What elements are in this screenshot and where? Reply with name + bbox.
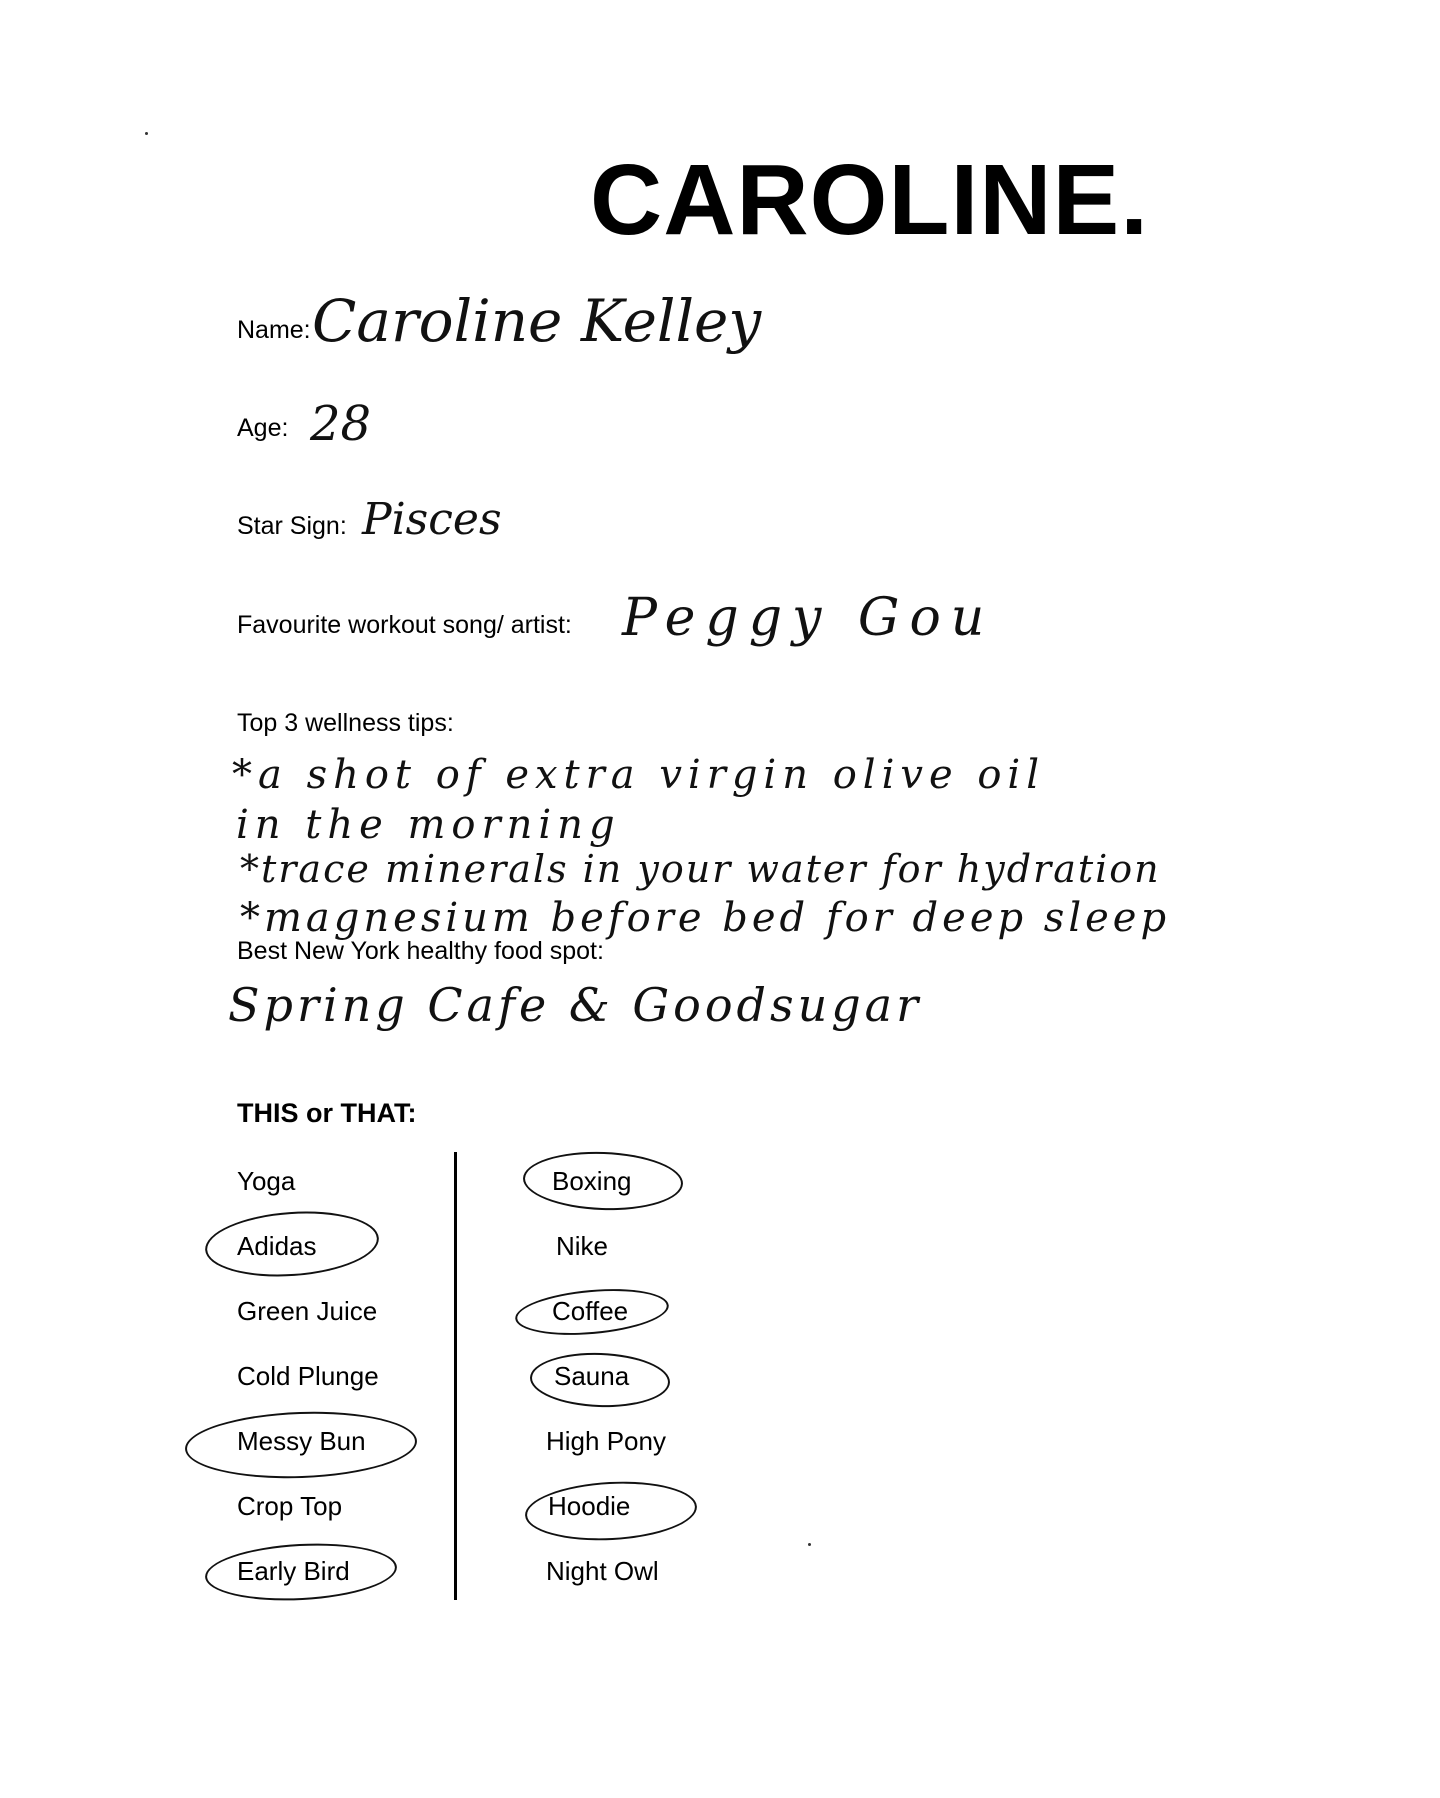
scan-speck [145, 132, 148, 135]
option-adidas[interactable]: Adidas [237, 1231, 317, 1261]
wellness-tips-label: Top 3 wellness tips: [237, 709, 454, 737]
selection-circle-adidas [203, 1206, 381, 1282]
star-sign-value: Pisces [362, 494, 502, 545]
wellness-tip-1: *a shot of extra virgin olive oil [232, 752, 1046, 798]
wellness-tip-1-continued: in the morning [236, 802, 621, 848]
option-yoga[interactable]: Yoga [237, 1166, 296, 1196]
food-spot-label: Best New York healthy food spot: [237, 937, 604, 965]
option-high-pony[interactable]: High Pony [546, 1426, 666, 1456]
star-sign-label: Star Sign: [237, 512, 347, 540]
option-early-bird[interactable]: Early Bird [237, 1556, 350, 1586]
name-value: Caroline Kelley [312, 287, 762, 355]
wellness-tip-2: *trace minerals in your water for hydration [240, 847, 1161, 891]
column-divider [454, 1152, 457, 1600]
workout-song-value: Peggy Gou [622, 588, 995, 648]
workout-song-label: Favourite workout song/ artist: [237, 611, 572, 639]
brand-title: CAROLINE. [590, 144, 1149, 256]
option-green-juice[interactable]: Green Juice [237, 1296, 378, 1326]
wellness-tip-3: *magnesium before bed for deep sleep [240, 895, 1171, 941]
selection-circle-coffee [513, 1283, 670, 1340]
name-label: Name: [237, 316, 311, 344]
age-value: 28 [310, 396, 372, 452]
option-hoodie[interactable]: Hoodie [548, 1491, 631, 1521]
selection-circle-messy-bun [184, 1408, 418, 1482]
selection-circle-early-bird [204, 1539, 399, 1605]
option-nike[interactable]: Nike [556, 1231, 609, 1261]
option-crop-top[interactable]: Crop Top [237, 1491, 343, 1521]
option-boxing[interactable]: Boxing [552, 1166, 632, 1196]
selection-circle-sauna [529, 1351, 671, 1410]
option-night-owl[interactable]: Night Owl [546, 1556, 659, 1586]
selection-circle-boxing [522, 1149, 684, 1213]
food-spot-value: Spring Cafe & Goodsugar [228, 978, 923, 1032]
selection-circle-hoodie [524, 1478, 699, 1545]
age-label: Age: [237, 414, 289, 442]
option-coffee[interactable]: Coffee [552, 1296, 629, 1326]
option-messy-bun[interactable]: Messy Bun [237, 1426, 366, 1456]
this-or-that-title: THIS or THAT: [237, 1098, 417, 1128]
scan-speck [808, 1543, 811, 1546]
option-sauna[interactable]: Sauna [554, 1361, 630, 1391]
option-cold-plunge[interactable]: Cold Plunge [237, 1361, 379, 1391]
